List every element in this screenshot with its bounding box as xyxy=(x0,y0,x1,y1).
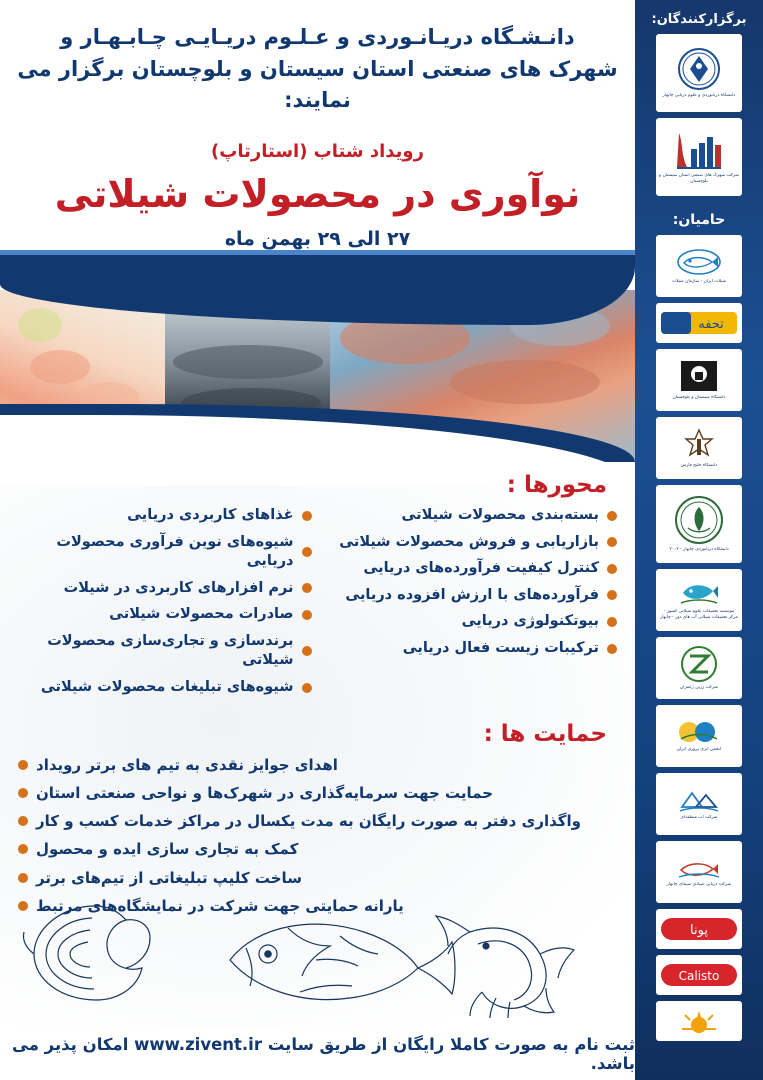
sponsor-logo-caption: دانشگاه سیستان و بلوچستان xyxy=(672,395,726,401)
bullet-dot-icon xyxy=(18,873,28,883)
sponsor-logo-caption: شیلات ایران - سازمان شیلات xyxy=(671,279,727,285)
bullet-dot-icon xyxy=(18,760,28,770)
bullet-dot-icon xyxy=(18,844,28,854)
list-item xyxy=(18,868,617,888)
list-item xyxy=(18,755,617,775)
bullet-dot-icon xyxy=(18,788,28,798)
bullet-dot-icon xyxy=(302,511,312,521)
axes-item-label: بیوتکنولوژی دریایی xyxy=(461,613,599,630)
axes-column-left xyxy=(18,506,312,705)
list-item xyxy=(18,579,312,599)
sponsor-logo-caption: شرکت دریایی صیادی سیمای چابهار xyxy=(666,882,732,888)
sponsor-logo-card xyxy=(656,773,742,835)
sunrise-brand-icon xyxy=(672,1009,726,1033)
sponsor-logo-card xyxy=(656,349,742,411)
bullet-dot-icon xyxy=(607,537,617,547)
sponsor-logo-card xyxy=(656,1001,742,1041)
svg-text:Calisto: Calisto xyxy=(678,969,720,983)
support-item-label: واگذاری دفتر به صورت رایگان به مدت یکسال در مراکز خدمات کسب و کار xyxy=(36,812,581,830)
svg-text:تحفه: تحفه xyxy=(698,317,724,332)
list-item xyxy=(18,533,312,572)
sponsor-logo-caption: شرکت شهرک های صنعتی استان سیستان و بلوچستان xyxy=(659,173,739,184)
registration-note-after: امکان پذیر می باشد. xyxy=(12,1035,635,1073)
calisto-brand-icon xyxy=(661,962,737,988)
simaye-chabahar-icon xyxy=(677,856,721,880)
list-item xyxy=(324,533,618,553)
organizers-heading: برگزارکنندگان: xyxy=(651,12,747,27)
bullet-dot-icon xyxy=(607,564,617,574)
poster-header xyxy=(0,0,635,268)
support-item-label: یارانه حمایتی جهت شرکت در نمایشگاه‌های مرتبط xyxy=(36,896,404,915)
axes-columns xyxy=(18,506,617,705)
sponsor-logo-card xyxy=(656,705,742,767)
bullet-dot-icon xyxy=(18,901,28,911)
support-list xyxy=(18,755,617,917)
axes-item-label: فرآورده‌های با ارزش افزوده دریایی xyxy=(345,586,599,603)
poster-content xyxy=(0,468,635,924)
registration-note xyxy=(0,1035,635,1073)
zz-company-icon xyxy=(680,645,718,683)
bullet-dot-icon xyxy=(302,646,312,656)
axes-item-label: ترکیبات زیست فعال دریایی xyxy=(402,639,599,656)
support-section-title: حمایت ها : xyxy=(483,720,607,747)
sponsor-logo-card xyxy=(656,235,742,297)
axes-item-label: صادرات محصولات شیلاتی xyxy=(109,606,294,623)
axes-item-label: بازاریابی و فروش محصولات شیلاتی xyxy=(339,533,599,550)
support-item-label: اهدای جوایز نقدی به تیم های برتر رویداد xyxy=(36,755,338,774)
list-item xyxy=(18,678,312,698)
bullet-dot-icon xyxy=(302,583,312,593)
fisheries-research-icon xyxy=(679,579,719,607)
list-item xyxy=(18,632,312,671)
regional-water-icon xyxy=(678,787,720,813)
sponsor-logo-caption: موسسه تحقیقات علوم شیلاتی کشور - مرکز تحقیقات شیلاتی آب های دور - چابهار xyxy=(660,609,738,620)
bullet-dot-icon xyxy=(607,617,617,627)
sponsor-logo-caption: شرکت آب منطقه‌ای xyxy=(680,815,718,821)
list-item xyxy=(324,559,618,579)
list-item xyxy=(18,839,617,859)
sponsor-logo-caption: شرکت زرین زعفران xyxy=(680,685,718,691)
organizers-text xyxy=(0,22,635,117)
event-title: نوآوری در محصولات شیلاتی xyxy=(54,171,581,216)
axes-section-title: محورها : xyxy=(506,472,607,498)
bullet-dot-icon xyxy=(607,590,617,600)
shrimp-icon xyxy=(436,916,574,1018)
sponsor-logo-card xyxy=(656,303,742,343)
sponsor-logo-card xyxy=(656,485,742,563)
registration-url[interactable]: www.zivent.ir xyxy=(134,1035,262,1054)
event-kicker: رویداد شتاب (استارتاپ) xyxy=(211,140,424,162)
axes-column-right xyxy=(324,506,618,705)
poster-footer xyxy=(0,1028,635,1080)
persian-gulf-university-icon xyxy=(682,427,716,461)
list-item xyxy=(324,586,618,606)
sponsor-logo-card xyxy=(656,569,742,631)
axes-item-label: شیوه‌های نوین فرآوری محصولات دریایی xyxy=(56,533,294,570)
bullet-dot-icon xyxy=(302,610,312,620)
supporters-heading: حامیان: xyxy=(672,212,726,228)
list-item xyxy=(18,783,617,803)
sponsor-logo-caption: انجمن آبزی پروری ایران xyxy=(676,747,722,753)
svg-text:پونا: پونا xyxy=(690,923,708,938)
fish-icon xyxy=(230,924,455,999)
axes-item-label: بسته‌بندی محصولات شیلاتی xyxy=(401,507,599,523)
support-item-label: ساخت کلیپ تبلیغاتی از تیم‌های برتر xyxy=(36,868,302,887)
sponsor-logo-card xyxy=(656,955,742,995)
bullet-dot-icon xyxy=(302,547,312,557)
sponsor-logo-card xyxy=(656,118,742,196)
university-seal-icon xyxy=(677,47,721,91)
poona-brand-icon xyxy=(661,916,737,942)
event-date: ۲۷ الی ۲۹ بهمن ماه xyxy=(224,227,411,250)
sponsor-logo-card xyxy=(656,909,742,949)
fisheries-org-icon xyxy=(676,247,722,277)
axes-item-label: نرم افزارهای کاربردی در شیلات xyxy=(63,579,294,596)
bullet-dot-icon xyxy=(607,644,617,654)
axes-item-label: کنترل کیفیت فرآورده‌های دریایی xyxy=(363,560,599,577)
list-item xyxy=(18,811,617,831)
axes-item-label: برندسازی و تجاری‌سازی محصولات شیلاتی xyxy=(47,632,294,669)
sponsor-logo-caption: دانشگاه خلیج فارس xyxy=(680,463,718,469)
list-item xyxy=(18,605,312,625)
list-item xyxy=(324,506,618,526)
sponsor-logo-card xyxy=(656,417,742,479)
chabahar-maritime-seal-icon xyxy=(674,495,724,545)
organizers-line-1: دانـشـگاه دریـانـوردی و عـلـوم دریـایـی چـابـهـار و xyxy=(60,25,575,49)
list-item xyxy=(324,639,618,659)
bullet-dot-icon xyxy=(302,683,312,693)
sponsor-logo-card xyxy=(656,637,742,699)
list-item xyxy=(18,506,312,526)
list-item xyxy=(18,896,617,916)
sponsor-logo-card xyxy=(656,34,742,112)
aquaculture-association-icon xyxy=(677,719,721,745)
sponsor-logo-card xyxy=(656,841,742,903)
sistan-baluchestan-university-icon xyxy=(679,359,719,393)
support-item-label: حمایت جهت سرمایه‌گذاری در شهرک‌ها و نواحی صنعتی استان xyxy=(36,783,494,802)
bullet-dot-icon xyxy=(18,816,28,826)
axes-item-label: شیوه‌های تبلیغات محصولات شیلاتی xyxy=(40,678,294,695)
sponsor-sidebar xyxy=(635,0,763,1080)
axes-item-label: غذاهای کاربردی دریایی xyxy=(127,507,294,523)
tohfe-brand-icon xyxy=(661,310,737,336)
support-item-label: کمک به تجاری سازی ایده و محصول xyxy=(36,840,299,859)
registration-note-before: ثبت نام به صورت کاملا رایگان از طریق سایت xyxy=(267,1035,635,1054)
sponsor-logo-caption: دانشگاه دریانوردی چابهار - ۲۰۰۲ xyxy=(669,547,729,553)
organizers-line-2: شهرک های صنعتی استان سیستان و بلوچستان برگزار می نمایند: xyxy=(17,56,618,112)
sponsor-logo-caption: دانشگاه دریانوردی و علوم دریایی چابهار xyxy=(662,93,736,99)
industrial-estates-icon xyxy=(673,129,725,171)
list-item xyxy=(324,612,618,632)
bullet-dot-icon xyxy=(607,511,617,521)
